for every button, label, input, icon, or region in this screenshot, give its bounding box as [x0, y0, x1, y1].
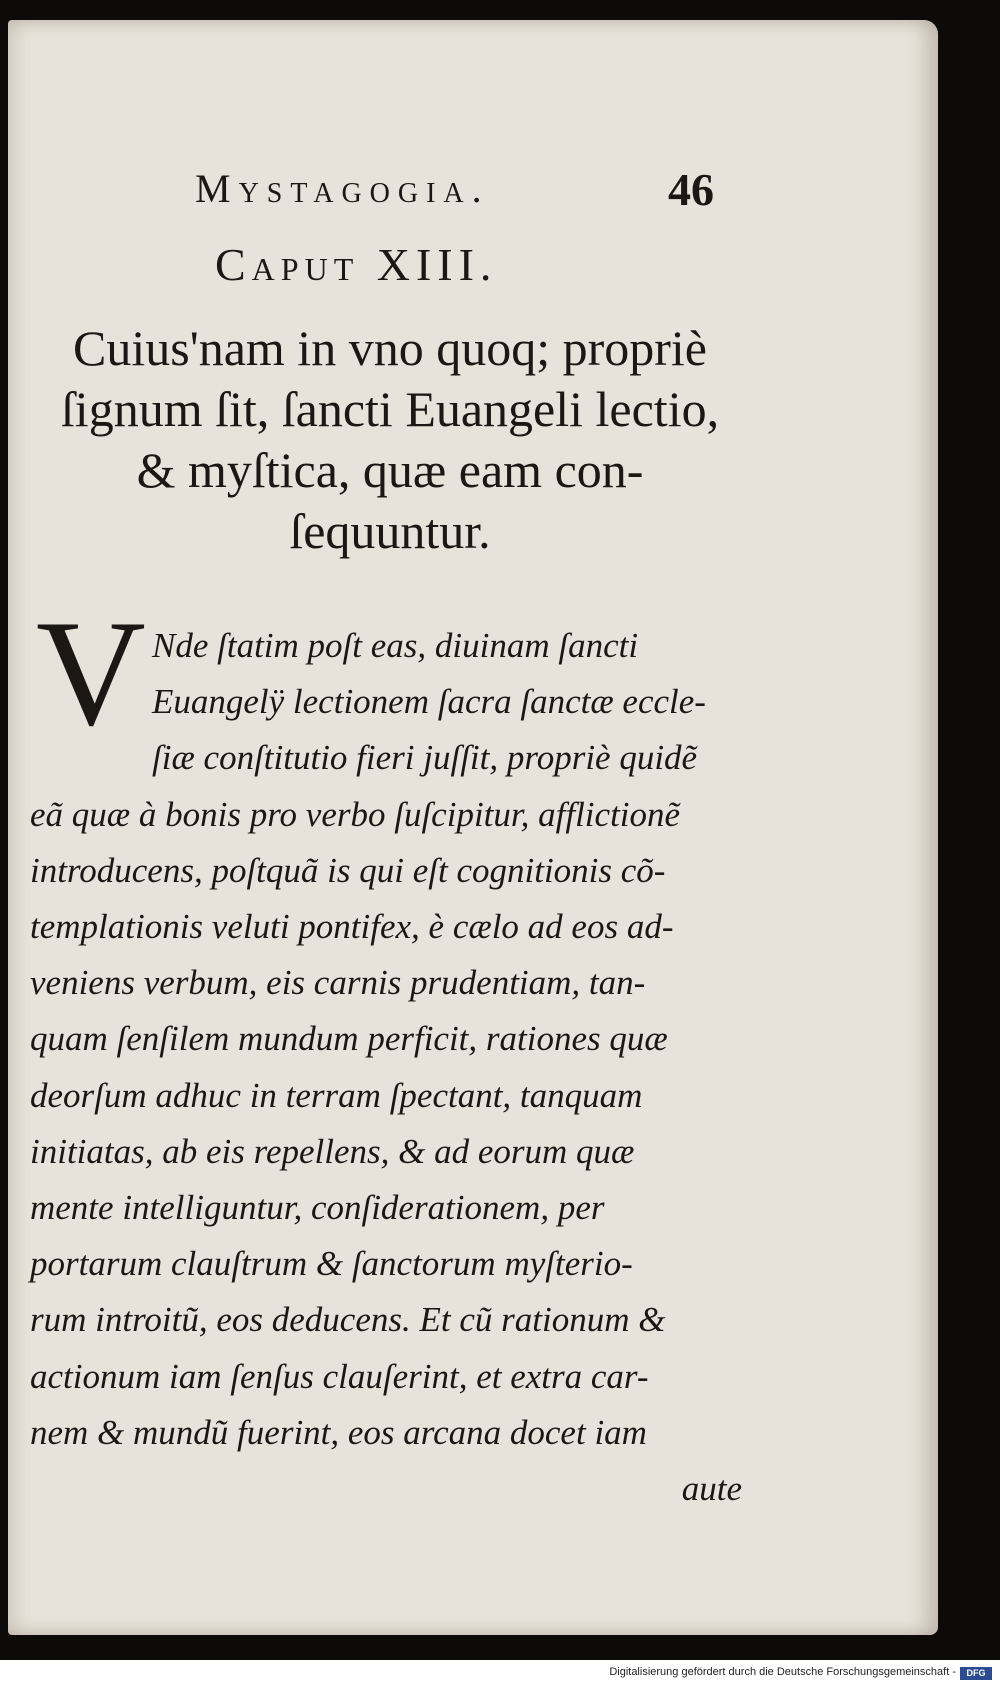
body-line: Euangelÿ lectionem ſacra ſanctæ eccle-: [152, 682, 706, 722]
digitization-credit: Digitalisierung gefördert durch die Deutsche Forschungsgemeinschaft -: [609, 1666, 956, 1678]
body-line: mente intelliguntur, conſiderationem, per: [30, 1188, 605, 1228]
drop-cap: V: [36, 589, 146, 757]
body-line: templationis veluti pontifex, è cælo ad eos ad-: [30, 907, 674, 947]
catchword: aute: [681, 1469, 742, 1509]
running-head: Mystagogia.: [195, 166, 490, 211]
page-number: 46: [668, 164, 714, 215]
body-line: portarum clauſtrum & ſanctorum myſterio-: [30, 1244, 633, 1284]
body-line: quam ſenſilem mundum perficit, rationes quæ: [30, 1019, 668, 1059]
body-line: nem & mundũ fuerint, eos arcana docet iam: [30, 1412, 647, 1452]
body-text: [30, 618, 742, 1517]
body-line: deorſum adhuc in terram ſpectant, tanquam: [30, 1075, 643, 1115]
body-line: veniens verbum, eis carnis prudentiam, tan-: [30, 963, 646, 1003]
chapter-title: Caput XIII.: [215, 239, 498, 290]
body-line: initiatas, ab eis repellens, & ad eorum quæ: [30, 1131, 635, 1171]
body-line: actionum iam ſenſus clauſerint, et extra car-: [30, 1356, 649, 1396]
dfg-logo-icon: DFG: [960, 1667, 992, 1680]
body-line: rum introitũ, eos deducens. Et cũ rationum &: [30, 1300, 666, 1340]
heading-line: ſignum ſit, ſancti Euangeli lectio,: [60, 381, 720, 437]
heading-line: Cuius'nam in vno quoq; propriè: [73, 320, 707, 376]
body-line: eã quæ à bonis pro verbo ſuſcipitur, afflictionẽ: [30, 794, 681, 834]
body-line: introducens, poſtquã is qui eſt cognitionis cõ-: [30, 850, 666, 890]
heading-line: & myſtica, quæ eam con-: [136, 442, 644, 498]
body-line: Nde ſtatim poſt eas, diuinam ſancti: [152, 626, 639, 665]
chapter-heading: [30, 318, 750, 562]
heading-line: ſequuntur.: [289, 503, 491, 559]
body-line: ſiæ conſtitutio fieri juſſit, propriè quidẽ: [152, 738, 698, 778]
